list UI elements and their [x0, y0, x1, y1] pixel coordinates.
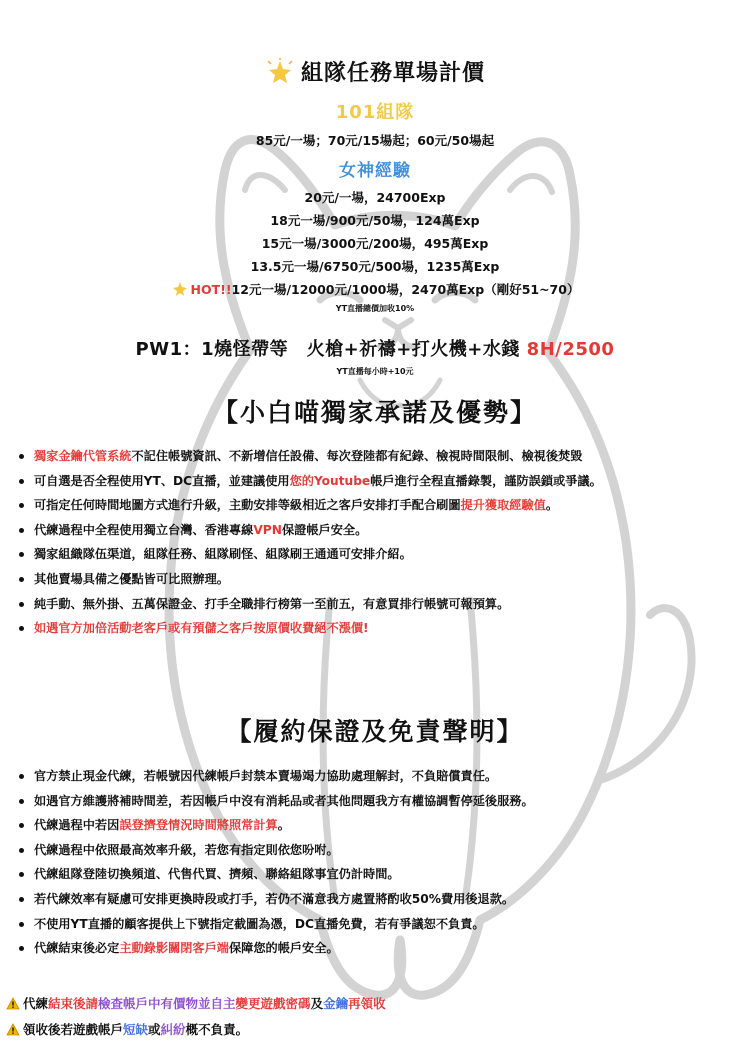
goddess-hot-line: [0, 280, 750, 298]
goddess-heading: 女神經驗: [339, 161, 411, 181]
warning-triangle-icon: [6, 997, 20, 1010]
text-run: 保證帳戶安全。: [281, 522, 368, 537]
text-run: 提升獲取經驗值: [460, 498, 546, 513]
text-run: 誤登擠登情況時間將照常計算: [119, 818, 278, 833]
text-run: 代練過程中依照最高效率升級，若您有指定則依您吩咐。: [34, 842, 339, 857]
text-run: 結束後請: [48, 996, 99, 1011]
list-item: [16, 469, 602, 494]
sparkle-star-icon: [265, 58, 295, 86]
text-run: 或: [148, 1022, 161, 1037]
text-run: 代練過程中全程使用獨立台灣、香港專線: [34, 522, 254, 537]
text-run: 不記住帳號資訊、不新增信任設備、每次登陸都有紀錄、檢視時間限制、檢視後焚毀: [131, 449, 583, 463]
text-run: 若代練效率有疑慮可安排更換時段或打手，若仍不滿意我方處置將酌收50%費用後退款。: [34, 891, 515, 906]
text-run: 代練組隊登陸切換頻道、代售代買、擠頻、聯絡組隊事宜仍計時間。: [34, 867, 400, 882]
warning-line-2: [6, 1020, 248, 1038]
goddess-line-1: 20元/一場，24700Exp: [304, 190, 446, 205]
text-run: VPN: [253, 522, 282, 537]
pw-price: 8H/2500: [526, 339, 615, 360]
text-run: 糾紛: [160, 1022, 186, 1037]
list-item: [16, 592, 602, 617]
list-item: [16, 936, 534, 961]
list-item: [16, 862, 534, 887]
text-run: 可自選是否全程使用YT、DC直播，並建議使用: [34, 473, 290, 488]
section1-list: [16, 444, 602, 641]
list-item: [16, 542, 602, 567]
text-run: 其他賣場具備之優點皆可比照辦理。: [34, 571, 229, 586]
list-item: [16, 764, 534, 789]
list-item: [16, 567, 602, 592]
sparkle-icon: [171, 281, 189, 297]
goddess-line-3: 15元一場/3000元/200場，495萬Exp: [261, 236, 489, 251]
group101-heading: 101組隊: [335, 102, 415, 123]
text-run: 主動錄影關閉客戶端: [119, 941, 229, 956]
list-item: [16, 444, 602, 469]
pw-text: PW1：1燒怪帶等 火槍+祈禱+打火機+水錢: [135, 339, 520, 360]
section2-heading: 【履約保證及免責聲明】: [226, 717, 524, 746]
pw-line: [0, 335, 750, 361]
text-run: 。: [545, 498, 559, 513]
warning-triangle-icon: [6, 1023, 20, 1036]
text-run: 領收後若遊戲帳戶: [23, 1022, 124, 1037]
text-run: 您的Youtube: [289, 473, 371, 488]
list-item: [16, 789, 534, 814]
text-run: 如遇官方加倍活動老客戶或有預儲之客戶按原價收費絕不漲價!: [34, 621, 369, 636]
list-item: [16, 616, 602, 641]
page-title-text: 組隊任務單場計價: [300, 61, 485, 86]
list-item: [16, 518, 602, 543]
text-run: 檢查帳戶中有價物並自主: [98, 996, 236, 1011]
pw-note: YT直播每小時+10元: [336, 367, 414, 376]
list-item: [16, 838, 534, 863]
text-run: 再領收: [348, 996, 386, 1011]
text-run: 官方禁止現金代練，若帳號因代練帳戶封禁本賣場竭力協助處理解封，不負賠償責任。: [34, 769, 498, 783]
text-run: 帳戶進行全程直播錄製，謹防誤鎖或爭議。: [370, 473, 602, 488]
text-run: 及: [310, 996, 324, 1011]
text-run: 代練: [23, 996, 49, 1011]
list-item: [16, 813, 534, 838]
list-item: [16, 912, 534, 937]
group101-prices: 85元/一場；70元/15場起；60元/50場起: [255, 133, 495, 148]
goddess-line-4: 13.5元一場/6750元/500場，1235萬Exp: [250, 259, 500, 274]
text-run: 代練結束後必定: [34, 941, 120, 956]
page-title: [0, 56, 750, 87]
text-run: 獨家金鑰代管系統: [34, 449, 132, 463]
goddess-line-2: 18元一場/900元/50場，124萬Exp: [270, 213, 480, 228]
goddess-note: YT直播總價加收10%: [335, 304, 415, 313]
text-run: 如遇官方維護將補時間差，若因帳戶中沒有消耗品或者其他問題我方有權協調暫停延後服務。: [34, 793, 534, 808]
section2-list: [16, 764, 534, 961]
hot-label: HOT!!: [190, 282, 232, 297]
warning-line-1: [6, 994, 386, 1012]
hot-text: 12元一場/12000元/1000場，2470萬Exp（剛好51~70）: [231, 282, 580, 297]
text-run: 純手動、無外掛、五萬保證金、打手全職排行榜第一至前五，有意買排行帳號可報預算。: [34, 596, 510, 611]
section1-heading: 【小白喵獨家承諾及優勢】: [212, 398, 537, 427]
list-item: [16, 493, 602, 518]
text-run: 變更遊戲密碼: [235, 996, 311, 1011]
text-run: 可指定任何時間地圖方式進行升級，主動安排等級相近之客戶安排打手配合刷圖: [34, 498, 461, 513]
text-run: 不使用YT直播的顧客提供上下號指定截圖為憑，DC直播免費，若有爭議恕不負責。: [34, 916, 485, 931]
text-run: 保障您的帳戶安全。: [229, 941, 339, 956]
text-run: 金鑰: [323, 996, 349, 1011]
text-run: 代練過程中若因: [34, 818, 120, 833]
text-run: 短缺: [123, 1022, 149, 1037]
text-run: 。: [277, 818, 290, 833]
text-run: 獨家組織隊伍渠道，組隊任務、組隊刷怪、組隊刷王通通可安排介紹。: [34, 547, 412, 562]
list-item: [16, 887, 534, 912]
text-run: 概不負責。: [185, 1022, 249, 1037]
